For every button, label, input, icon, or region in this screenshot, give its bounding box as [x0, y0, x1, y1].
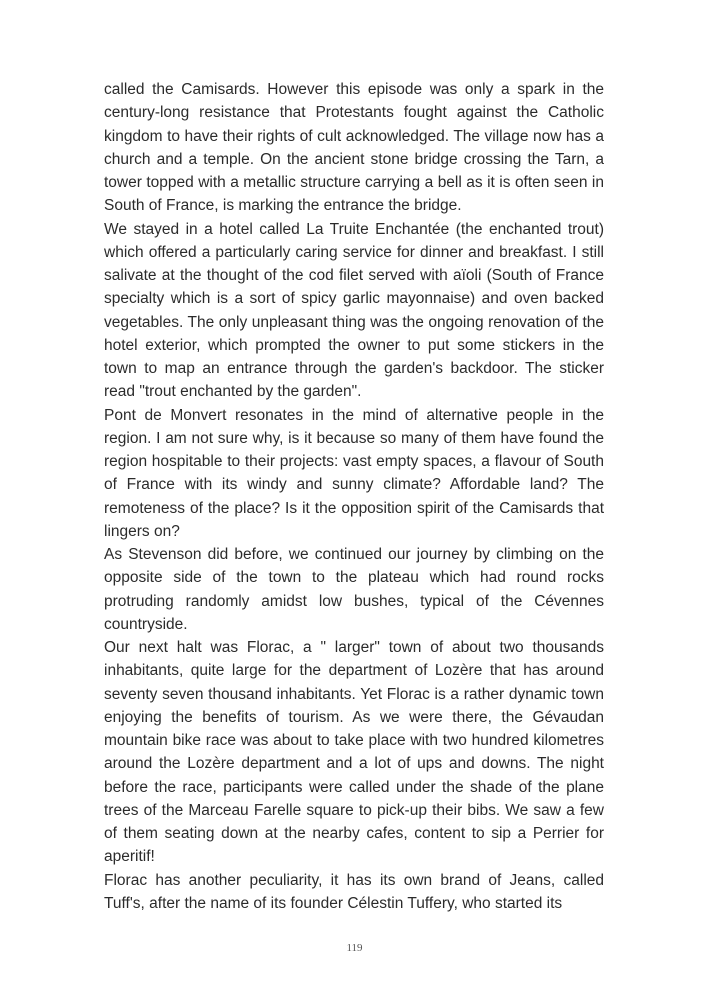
paragraph-hotel: We stayed in a hotel called La Truite Enchantée (the enchanted trout) which offered a particularly caring service for dinner and breakfast. I still salivate at the thought of the cod filet served with aïoli (South of France specialty which is a sort of spicy garlic mayonnaise) and oven backed vegetables. The only unpleasant thing was the ongoing renovation of the hotel exterior, which prompted the owner to put some stickers in the town to map an entrance through the garden's backdoor. The sticker read "trout enchanted by the garden". [104, 220, 604, 401]
paragraph-stevenson: As Stevenson did before, we continued our journey by climbing on the opposite side of the town to the plateau which had round rocks protruding randomly amidst low bushes, typical of the Cévennes countryside. [104, 546, 604, 633]
body-text [104, 78, 604, 915]
paragraph-pont-de-monvert: Pont de Monvert resonates in the mind of alternative people in the region. I am not sure why, is it because so many of them have found the region hospitable to their projects: vast empty spaces, a flavour of South of France with its windy and sunny climate? Affordable land? The remoteness of the place? Is it the opposition spirit of the Camisards that lingers on? [104, 406, 604, 540]
page-number: 119 [346, 942, 363, 954]
paragraph-jeans: Florac has another peculiarity, it has its own brand of Jeans, called Tuff's, after the name of its founder Célestin Tuffery, who started its [104, 871, 604, 912]
paragraph-florac: Our next halt was Florac, a " larger" town of about two thousands inhabitants, quite large for the department of Lozère that has around seventy seven thousand inhabitants. Yet Florac is a rather dynamic town enjoying the benefits of tourism. As we were there, the Gévaudan mountain bike race was about to take place with two hundred kilometres around the Lozère department and a lot of ups and downs. The night before the race, participants were called under the shade of the plane trees of the Marceau Farelle square to pick-up their bibs. We saw a few of them seating down at the nearby cafes, content to sip a Perrier for aperitif! [104, 639, 604, 866]
paragraph-camisards: called the Camisards. However this episode was only a spark in the century-long resistance that Protestants fought against the Catholic kingdom to have their rights of cult acknowledged. The village now has a church and a temple. On the ancient stone bridge crossing the Tarn, a tower topped with a metallic structure carrying a bell as it is often seen in South of France, is marking the entrance the bridge. [104, 81, 604, 215]
